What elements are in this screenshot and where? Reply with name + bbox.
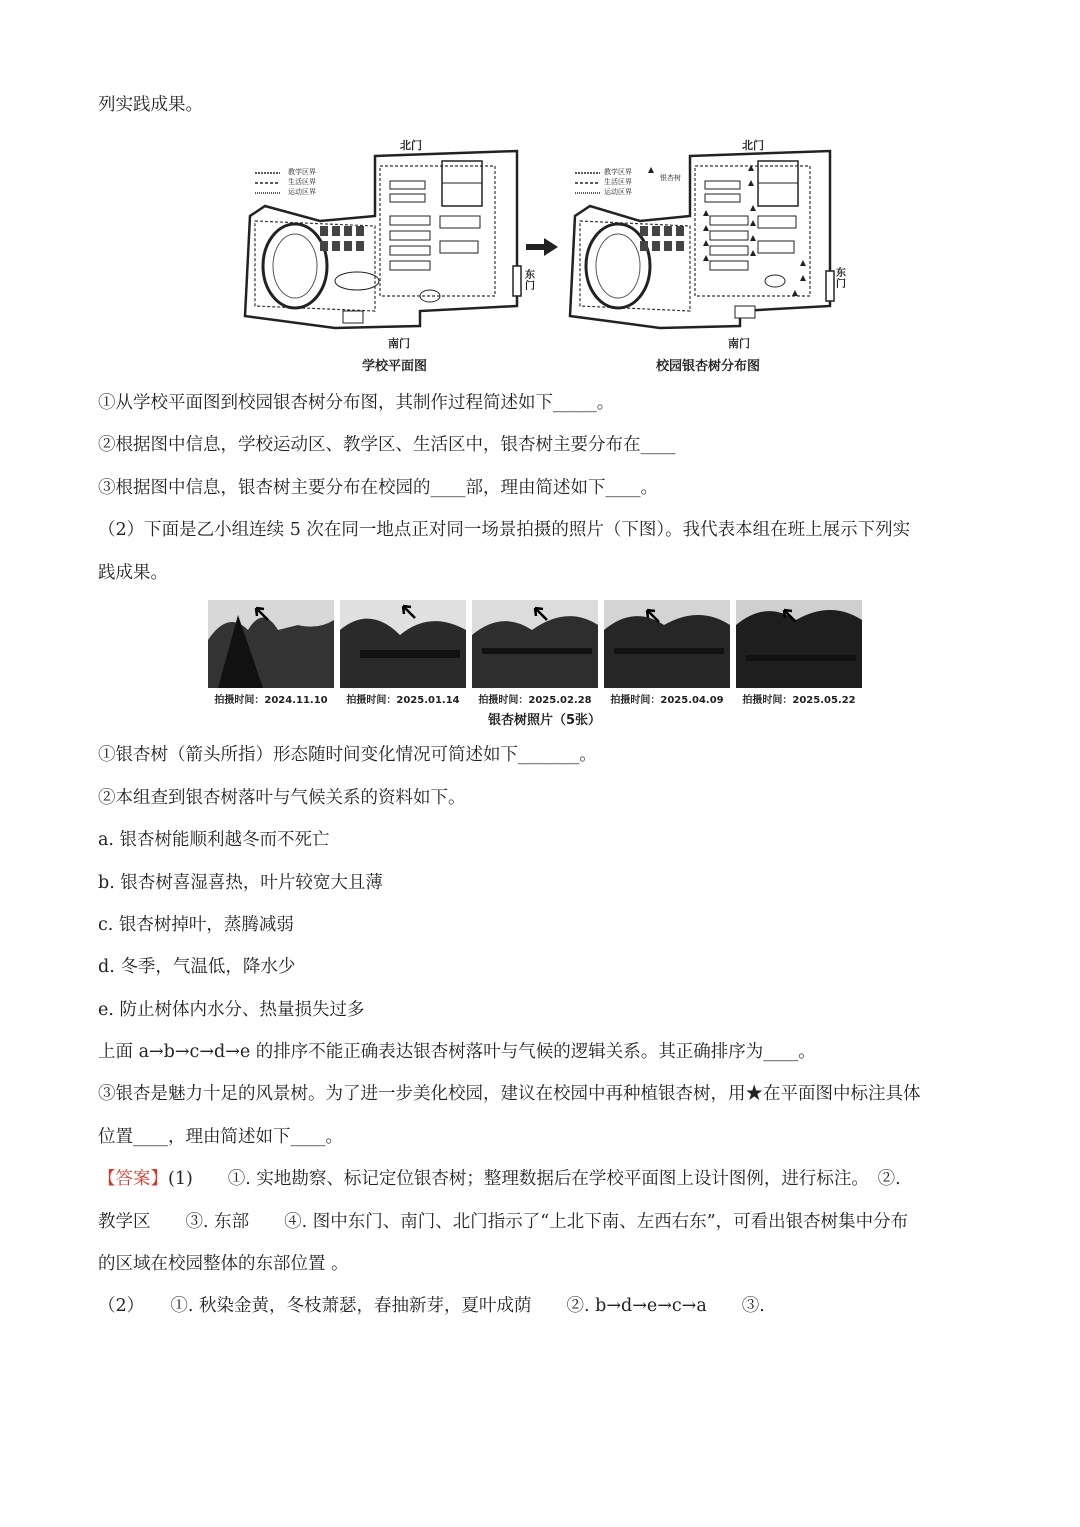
legend-sports: 运动区界	[288, 188, 316, 196]
right-arrow-icon	[526, 238, 558, 256]
right-south-gate: 南门	[728, 337, 750, 350]
q2-s1: ①银杏树（箭头所指）形态随时间变化情况可简述如下_______。	[98, 745, 597, 765]
answer-line1	[98, 1167, 901, 1191]
answer-line2: 教学区 ③. 东部 ④. 图中东门、南门、北门指示了“上北下南、左西右东”，可看出银杏树集中分布	[98, 1212, 909, 1232]
ginkgo-photo-4	[604, 600, 730, 688]
left-east-gate: 东门	[525, 270, 535, 292]
right-east-gate: 东门	[836, 268, 846, 290]
ginkgo-photo-5	[736, 600, 862, 688]
answer-line3: 的区域在校园整体的东部位置 。	[98, 1254, 349, 1274]
right-legend-teaching: 教学区界	[604, 168, 632, 176]
answer-line4: （2） ①. 秋染金黄，冬枝萧瑟，春抽新芽，夏叶成荫 ②. b→d→e→c→a ③.	[98, 1296, 765, 1316]
q1-s3: ③根据图中信息，银杏树主要分布在校园的____部，理由简述如下____。	[98, 478, 658, 498]
q2-intro-line2: 践成果。	[98, 563, 168, 583]
school-plan-map	[225, 136, 525, 336]
q2-item-a: a. 银杏树能顺利越冬而不死亡	[98, 830, 330, 850]
answer-part1-text: (1) ①. 实地勘察、标记定位银杏树；整理数据后在学校平面图上设计图例，进行标注。 ②.	[168, 1169, 901, 1189]
photo-time-2: 拍摄时间：2025.01.14	[346, 695, 460, 706]
ginkgo-photo-2	[340, 600, 466, 688]
ginkgo-photo-1	[208, 600, 334, 688]
photo-time-4: 拍摄时间：2025.04.09	[610, 695, 724, 706]
photo-time-3: 拍摄时间：2025.02.28	[478, 695, 592, 706]
photo-time-5: 拍摄时间：2025.05.22	[742, 695, 856, 706]
photos-caption: 银杏树照片（5张）	[488, 713, 602, 728]
q2-order-line: 上面 a→b→c→d→e 的排序不能正确表达银杏树落叶与气候的逻辑关系。其正确排序为____。	[98, 1042, 816, 1062]
answer-label: 【答案】	[98, 1169, 168, 1189]
q2-s3-line1: ③银杏是魅力十足的风景树。为了进一步美化校园，建议在校园中再种植银杏树，用★在平面图中标注具体	[98, 1084, 921, 1104]
q2-item-c: c. 银杏树掉叶，蒸腾减弱	[98, 915, 294, 935]
q2-s2: ②本组查到银杏树落叶与气候关系的资料如下。	[98, 788, 466, 808]
ginkgo-photo-3	[472, 600, 598, 688]
ginkgo-distribution-map	[560, 136, 860, 336]
q2-item-b: b. 银杏树喜湿喜热，叶片较宽大且薄	[98, 873, 383, 893]
q2-intro-line1: （2）下面是乙小组连续 5 次在同一地点正对同一场景拍摄的照片（下图）。我代表本组在班上展示下列实	[98, 520, 911, 540]
q1-s1: ①从学校平面图到校园银杏树分布图，其制作过程简述如下_____。	[98, 393, 615, 413]
school-plan-caption: 学校平面图	[362, 359, 428, 374]
legend-teaching: 教学区界	[288, 168, 316, 176]
distribution-map-caption: 校园银杏树分布图	[656, 359, 761, 374]
q2-item-e: e. 防止树体内水分、热量损失过多	[98, 1000, 365, 1020]
right-legend-sports: 运动区界	[604, 188, 632, 196]
intro-tail: 列实践成果。	[98, 95, 203, 115]
q1-s2: ②根据图中信息，学校运动区、教学区、生活区中，银杏树主要分布在____	[98, 435, 676, 455]
left-south-gate: 南门	[388, 337, 410, 350]
right-legend-living: 生活区界	[604, 178, 632, 186]
q2-item-d: d. 冬季，气温低，降水少	[98, 957, 296, 977]
ginkgo-legend: 银杏树	[660, 174, 681, 182]
left-north-gate: 北门	[400, 139, 422, 152]
right-north-gate: 北门	[742, 139, 764, 152]
q2-s3-line2: 位置____，理由简述如下____。	[98, 1127, 343, 1147]
photo-time-1: 拍摄时间：2024.11.10	[214, 695, 328, 706]
legend-living: 生活区界	[288, 178, 316, 186]
